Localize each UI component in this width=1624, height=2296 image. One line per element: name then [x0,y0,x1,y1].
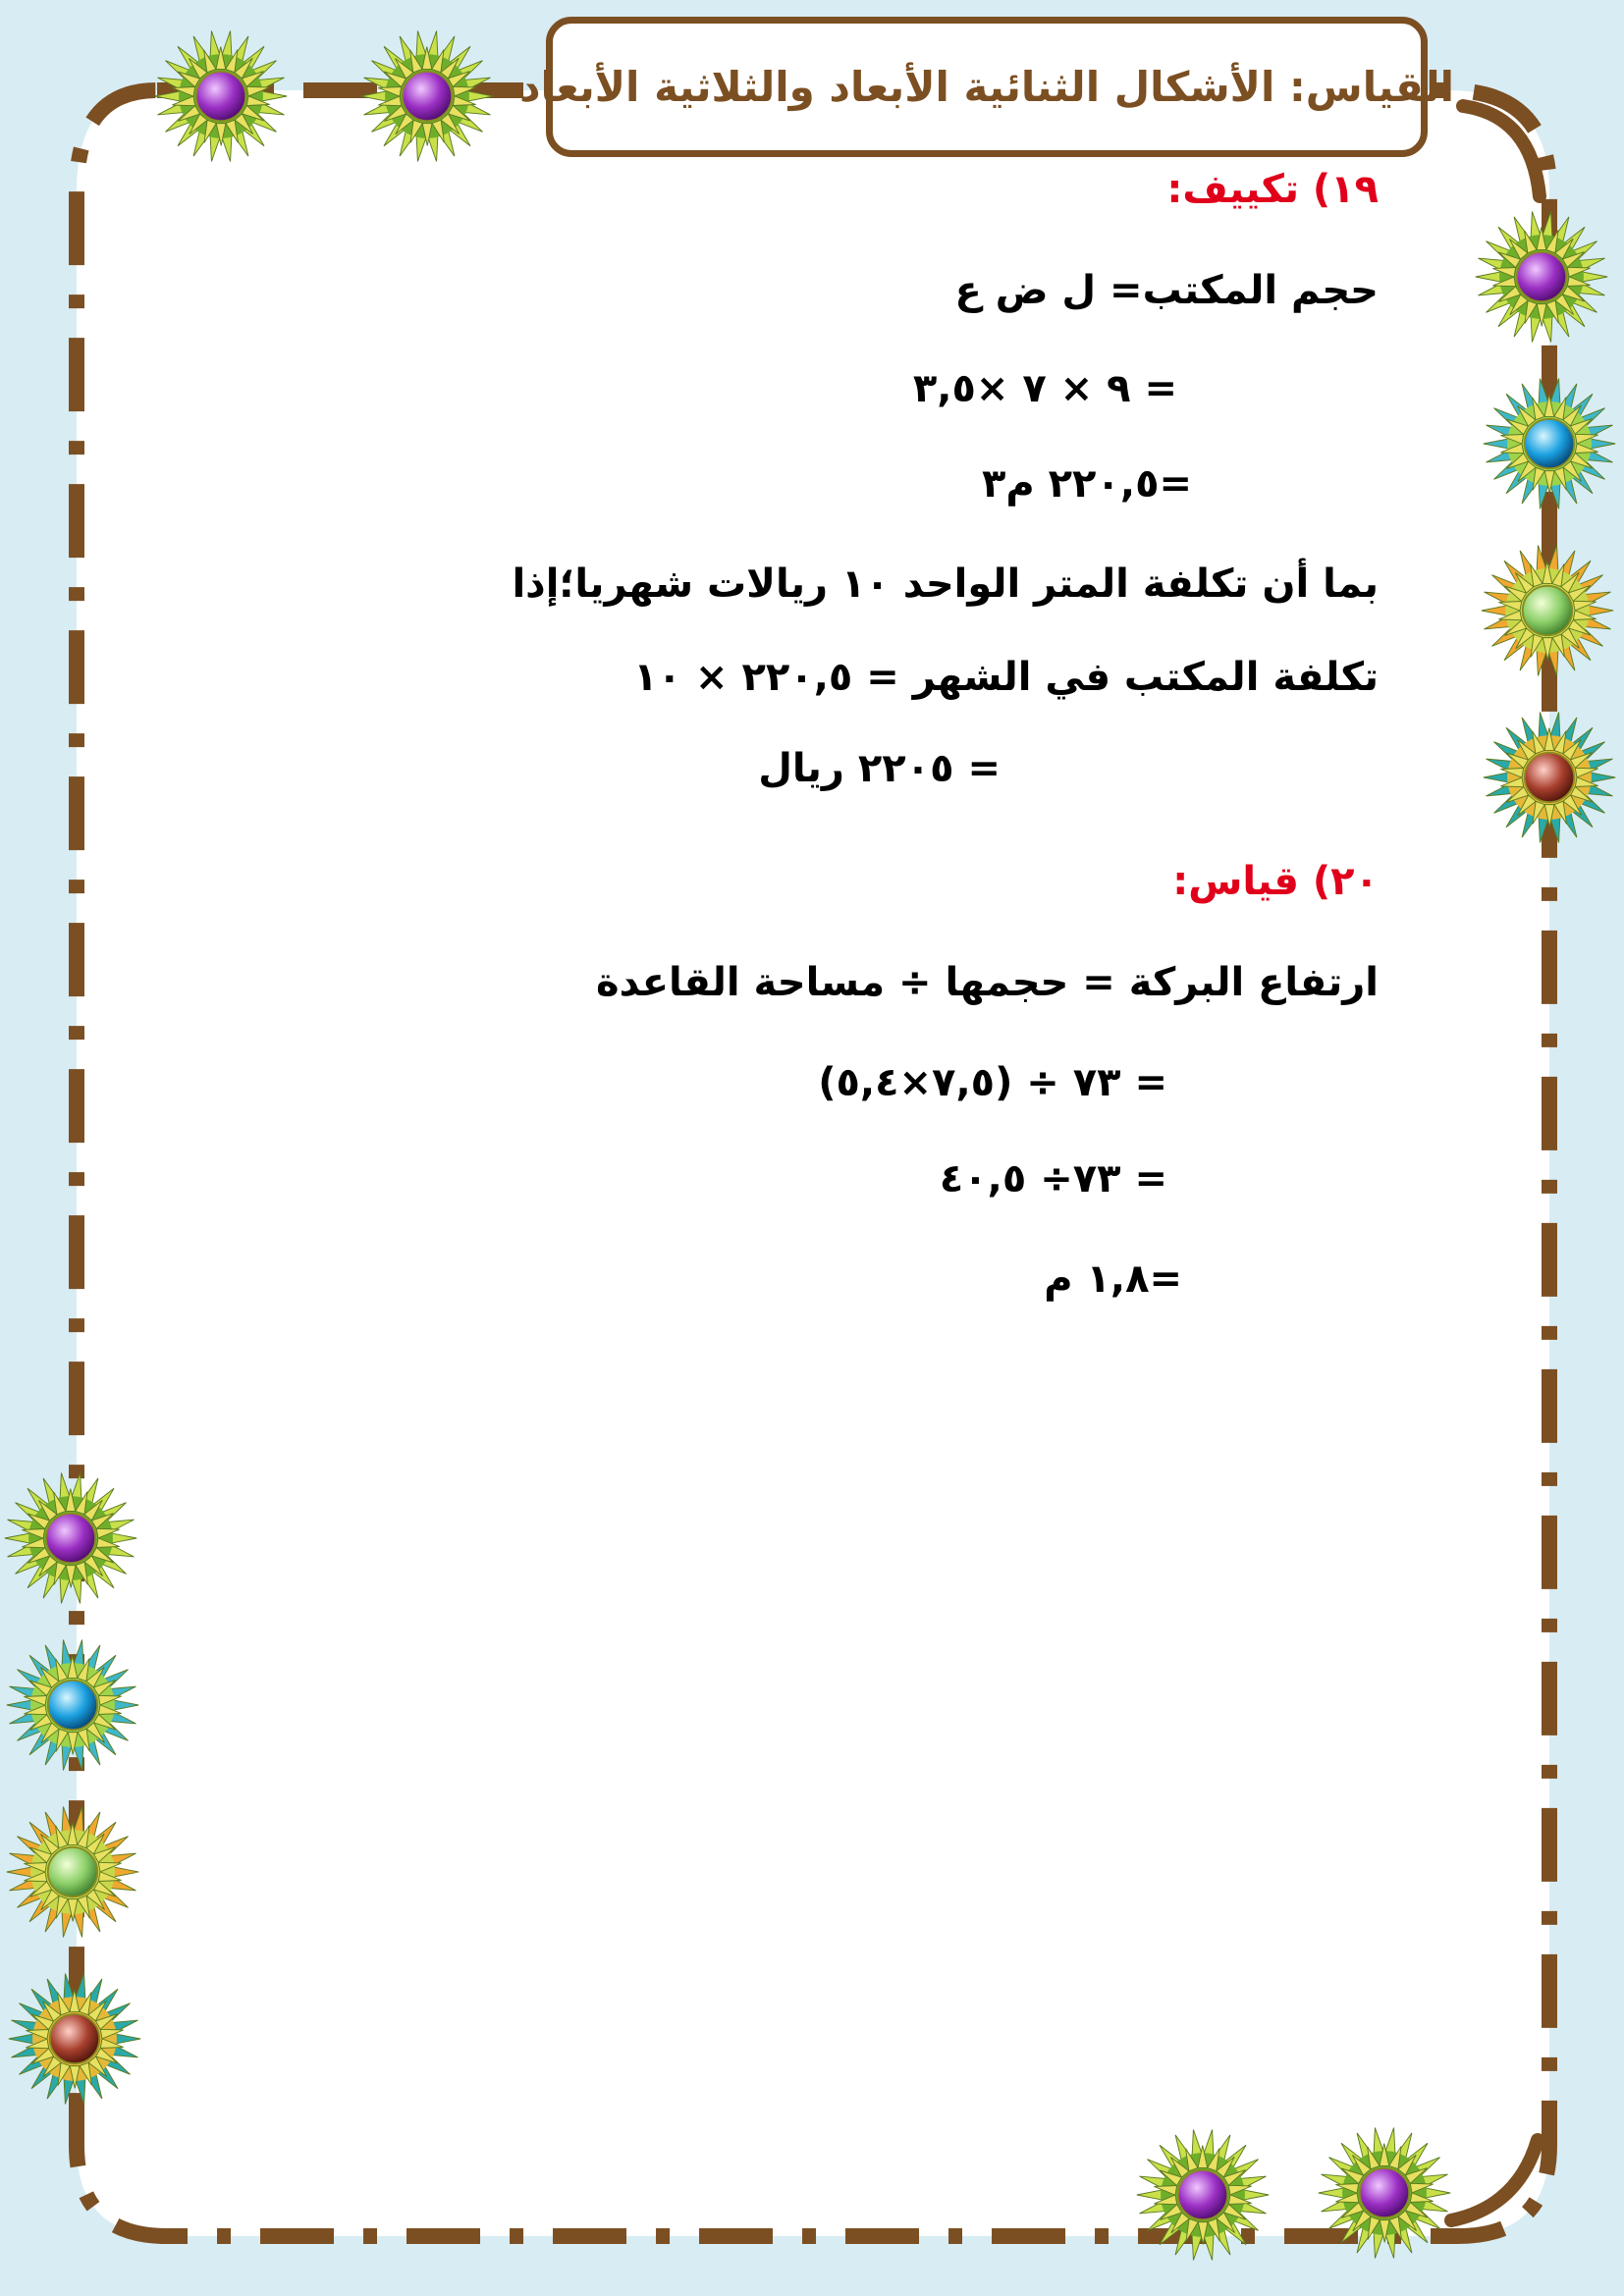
sunflower-gem-icon [1316,2124,1453,2262]
page-title: القياس: الأشكال الثنائية الأبعاد والثلاثية الأبعاد [518,63,1455,111]
sunflower-gem-icon [1134,2126,1272,2264]
sunflower-gem-icon [152,27,290,165]
sunflower-gem-icon [1479,542,1616,679]
sunflower-gem-icon [4,1636,141,1774]
sunflower-gem-icon [1481,375,1618,512]
monthly-cost-result: = ٢٢٠٥ ريال [758,746,1001,791]
pool-height-substitution: = ٧٣ ÷ (٧,٥×٥,٤) [818,1060,1167,1105]
exercise-20-heading: ٢٠) قياس: [1172,859,1379,904]
sunflower-gem-icon [2,1469,139,1607]
monthly-cost-formula: تكلفة المكتب في الشهر = ٢٢٠,٥ × ١٠ [633,655,1379,700]
desk-volume-substitution: = ٩ × ٧ ×٣,٥ [912,366,1177,411]
sunflower-gem-icon [1481,709,1618,846]
exercise-19-heading: ١٩) تكييف: [1166,167,1379,212]
pool-height-formula: ارتفاع البركة = حجمها ÷ مساحة القاعدة [596,960,1379,1005]
sunflower-gem-icon [4,1803,141,1941]
pool-height-division: = ٧٣÷ ٤٠,٥ [939,1156,1167,1201]
sunflower-gem-icon [6,1970,143,2108]
sunflower-gem-icon [1473,208,1610,346]
title-banner [518,17,1455,157]
sunflower-gem-icon [358,27,496,165]
desk-volume-result: =٢٢٠,٥ م٣ [981,461,1192,507]
pool-height-result: =١,٨ م [1044,1256,1182,1302]
desk-volume-formula: حجم المكتب= ل ض ع [954,268,1379,313]
cost-per-meter-statement: بما أن تكلفة المتر الواحد ١٠ ريالات شهريا؛إذا [512,561,1379,607]
